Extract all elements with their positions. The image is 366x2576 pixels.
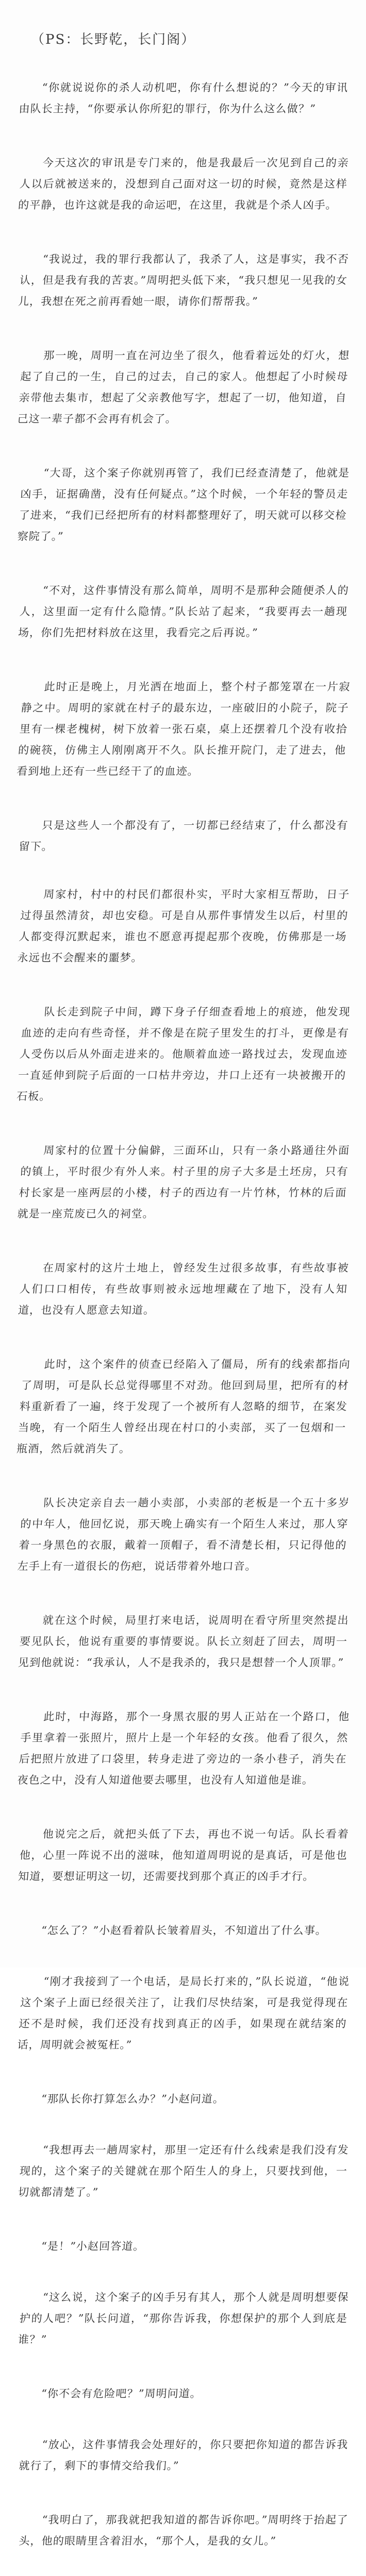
paragraph: “你就说说你的杀人动机吧，你有什么想说的？”今天的审讯由队长主持，“你要承认你所犯的罪行，你为什么这么做？” bbox=[18, 81, 349, 115]
paragraph: 只是这些人一个都没有了，一切都已经结束了，什么都没有留下。 bbox=[18, 819, 349, 853]
paragraph: “是！”小赵回答道。 bbox=[41, 2240, 145, 2252]
paragraph: 此时正是晚上，月光洒在地面上，整个村子都笼罩在一片寂静之中。周明的家就在村子的最东边，一座破旧的小院子，院子里有一棵老槐树，树下放着一张石桌，桌上还摆着几个没有收拾的碗筷，仿佛主人刚刚离开不久。队长推开院门，走了进去，他看到地上还有一些已经干了的血迹。 bbox=[16, 681, 351, 777]
paragraph: 队长走到院子中间，蹲下身子仔细查看地上的痕迹，他发现血迹的走向有些奇怪，并不像是在院子里发生的打斗，更像是有人受伤以后从外面走进来的。他顺着血迹一路找过去，发现血迹一直延伸到院子后面的一口枯井旁边，井口上还有一块被搬开的石板。 bbox=[16, 1006, 351, 1103]
paragraph: 那一晚，周明一直在河边坐了很久，他看着远处的灯火，想起了自己的一生，自己的过去，自己的家人。他想起了小时候母亲带他去集市，想起了父亲教他写字，想起了一切，他知道，自己这一辈子都不会再有机会了。 bbox=[16, 349, 351, 425]
paragraph: “怎么了？”小赵看着队长皱着眉头，不知道出了什么事。 bbox=[41, 1924, 327, 1937]
paragraph: 就在这个时候，局里打来电话，说周明在看守所里突然提出要见队长，他说有重要的事情要说。队长立刻赶了回去，周明一见到他就说：“我承认，人不是我杀的，我只是想替一个人顶罪。” bbox=[18, 1614, 350, 1669]
paragraph: “大哥，这个案子你就别再管了，我们已经查清楚了，他就是凶手，证据确凿，没有任何疑点。”这个时候，一个年轻的警员走了进来，“我们已经把所有的材料都整理好了，明天就可以移交检察院了。” bbox=[16, 467, 351, 543]
paragraph: 队长决定亲自去一趟小卖部，小卖部的老板是一个五十多岁的中年人，他回忆说，那天晚上确实有一个陌生人来过，那人穿着一身黑色的衣服，戴着一顶帽子，看不清楚长相，只记得他的左手上有一道很长的伤疤，说话带着外地口音。 bbox=[16, 1497, 351, 1572]
paragraph: “我想再去一趟周家村，那里一定还有什么线索是我们没有发现的，这个案子的关键就在那个陌生人的身上，只要找到他，一切就都清楚了。” bbox=[18, 2144, 350, 2198]
paragraph: 此时，中海路，那个一身黑衣服的男人正站在一个路口，他手里拿着一张照片，照片上是一个年轻的女孩。他看了很久，然后把照片放进了口袋里，转身走进了旁边的一条小巷子，消失在夜色之中，没有人知道他要去哪里，也没有人知道他是谁。 bbox=[16, 1710, 351, 1786]
paragraph: “我说过，我的罪行我都认了，我杀了人，这是事实，我不否认，但是我有我的苦衷。”周明把头低下来，“我只想见一见我的女儿，我想在死之前再看她一眼，请你们帮帮我。” bbox=[18, 253, 350, 308]
paragraph: “这么说，这个案子的凶手另有其人，那个人就是周明想要保护的人吧？”队长问道，“那你告诉我，你想保护的那个人到底是谁？” bbox=[18, 2291, 350, 2346]
paragraph: “不对，这件事情没有那么简单，周明不是那种会随便杀人的人，这里面一定有什么隐情。”队长站了起来，“我要再去一趟现场，你们先把材料放在这里，我看完之后再说。” bbox=[18, 584, 350, 639]
paragraph: 此时，这个案件的侦查已经陷入了僵局，所有的线索都指向了周明，可是队长总觉得哪里不对劲。他回到局里，把所有的材料重新看了一遍，终于发现了一个被所有人忽略的细节，在案发当晚，有一个陌生人曾经出现在村口的小卖部，买了一包烟和一瓶酒，然后就消失了。 bbox=[16, 1358, 351, 1455]
paragraph: 周家村的位置十分偏僻，三面环山，只有一条小路通往外面的镇上，平时很少有外人来。村子里的房子大多是土坯房，只有村长家是一座两层的小楼，村子的西边有一片竹林，竹林的后面就是一座荒废已久的祠堂。 bbox=[16, 1144, 351, 1220]
paragraph: 在周家村的这片土地上，曾经发生过很多故事，有些故事被人们口口相传，有些故事则被永远地埋藏在了地下，没有人知道，也没有人愿意去知道。 bbox=[18, 1262, 350, 1316]
paragraph: 周家村，村中的村民们都很朴实，平时大家相互帮助，日子过得虽然清贫，却也安稳。可是自从那件事情发生以后，村里的人都变得沉默起来，谁也不愿意再提起那个夜晚，仿佛那是一场永远也不会醒来的噩梦。 bbox=[16, 888, 351, 964]
paragraph: 他说完之后，就把头低了下去，再也不说一句话。队长看着他，心里一阵说不出的滋味，他知道周明说的是真话，可是他也知道，要想证明这一切，还需要找到那个真正的凶手才行。 bbox=[18, 1828, 350, 1883]
document-header: （PS：长野乾，长门阁） bbox=[31, 32, 196, 47]
document-body bbox=[16, 77, 351, 2576]
paragraph: “我明白了，那我就把我知道的都告诉你吧。”周明终于抬起了头，他的眼睛里含着泪水，“那个人，是我的女儿。” bbox=[18, 2514, 349, 2547]
paragraph: “刚才我接到了一个电话，是局长打来的，”队长说道，“他说这个案子上面已经很关注了，让我们尽快结案，可是我觉得现在还不是时候，我们还没有找到真正的凶手，如果现在就结案的话，周明就会被冤枉。” bbox=[16, 1975, 351, 2051]
paragraph: “那队长你打算怎么办？”小赵问道。 bbox=[41, 2093, 225, 2105]
paragraph: “你不会有危险吧？”周明问道。 bbox=[41, 2387, 202, 2400]
paragraph: “放心，这件事情我会处理好的，你只要把你知道的都告诉我就行了，剩下的事情交给我们。” bbox=[18, 2438, 349, 2472]
paragraph: 今天这次的审讯是专门来的，他是我最后一次见到自己的亲人以后就被送来的，没想到自己面对这一切的时候，竟然是这样的平静，也许这就是我的命运吧，在这里，我就是个杀人凶手。 bbox=[18, 157, 350, 211]
